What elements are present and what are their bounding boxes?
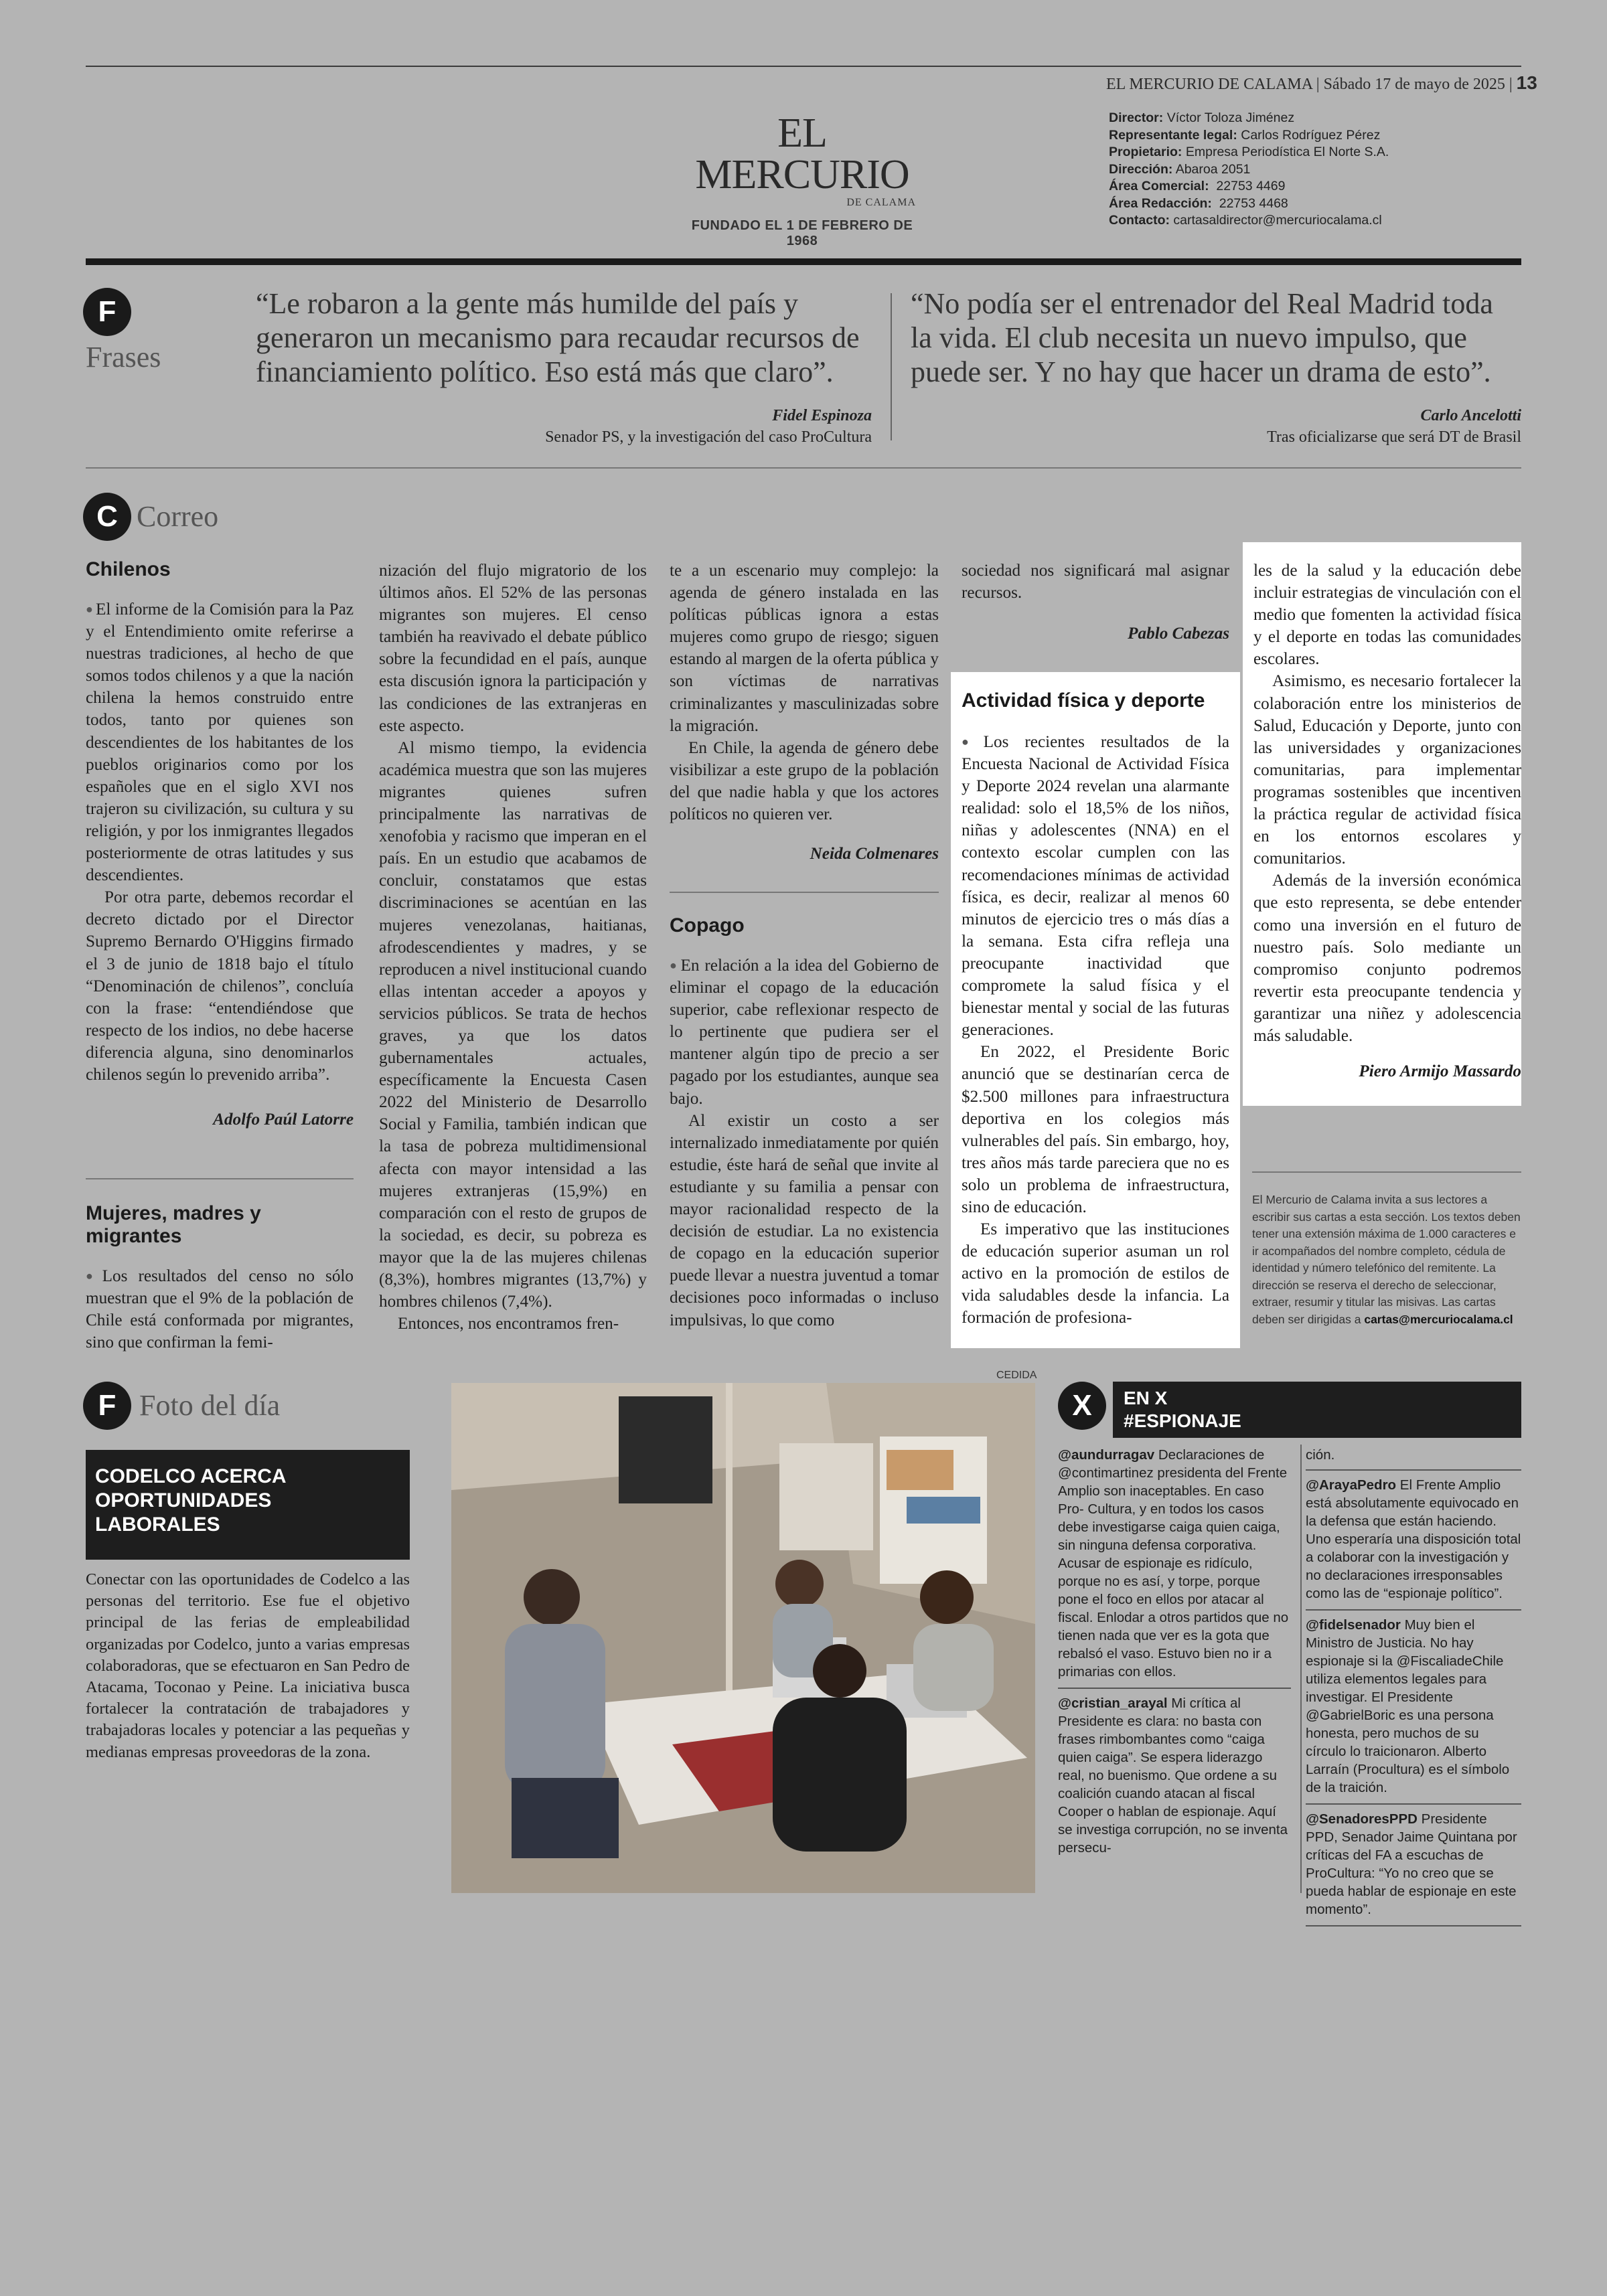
foto-icon: F	[83, 1382, 131, 1430]
page-number: 13	[1516, 72, 1537, 93]
notice-rule	[1252, 1171, 1521, 1173]
letter-paragraph: ● En relación a la idea del Gobierno de eliminar el copago de la educación superior, cabe reflexionar respecto de lo pertinente que pudiera ser el mantener algún tipo de precio a ser pagado por los estudiantes, aunque sea bajo.	[670, 955, 939, 1110]
letter-paragraph: Al mismo tiempo, la evidencia académica muestra que son las mujeres migrantes quienes sufren principalmente las narrativas de xenofobia y racismo que imperan en el país. En un estudio que acabamos de concluir, constatamos que estas discriminaciones se acentúan en las mujeres venezolanas, haitianas, afrodescendientes y madres, y se reproducen a nivel institucional cuando ellas intentan acceder a apoyos y servicios públicos. Se trata de hechos graves, ya que los datos gubernamentales actuales, específicamente la Encuesta Casen 2022 del Ministerio de Desarrollo Social y Familia, también indican que la tasa de pobreza multidimensional afecta con mayor intensidad a las mujeres extranjeras (15,9%) en comparación con el resto de grupos de la sociedad, es decir, su pobreza es mayor que la de las mujeres chilenas (8,3%), hombres migrantes (13,7%) y hombres chilenos (7,4%).	[379, 738, 647, 1311]
letter-paragraph: Entonces, nos encontramos fren-	[398, 1315, 619, 1333]
tweet-handle[interactable]: @aundurragav	[1058, 1447, 1155, 1463]
letter-paragraph: En 2022, el Presidente Boric anunció que se destinarían cerca de $2.500 millones para infraestructura deportiva en los colegios más vulnerables del país. Sin embargo, hoy, tres años más tarde pareciera que no es solo un problema de infraestructura, sino de educación.	[962, 1043, 1229, 1216]
letter-body	[670, 955, 939, 1331]
letter-chilenos	[86, 558, 354, 1131]
frases-label: Frases	[86, 341, 161, 374]
photo-credit: CEDIDA	[996, 1370, 1037, 1381]
tweet-text: El Frente Amplio está absolutamente equivocado en la defensa que están haciendo. Uno esperaría una disposición total a colaborar con la investigación y no declaraciones irresponsables como las de “espionaje político”.	[1306, 1477, 1521, 1601]
masthead-logo	[675, 112, 929, 249]
letter-paragraph: ● Los resultados del censo no sólo muestran que el 9% de la población de Chile está conformada por migrantes, sino que confirman la femi-	[86, 1265, 354, 1354]
tweets-col-2	[1306, 1446, 1521, 1926]
column-rule	[670, 892, 939, 893]
letter-migrantes-col3	[670, 560, 939, 865]
letter-signature: Pablo Cabezas	[1128, 625, 1229, 643]
tweet-rule	[1306, 1803, 1521, 1805]
letter-body	[86, 598, 354, 1131]
tweet-continuation: ción.	[1306, 1447, 1335, 1463]
foto-title: CODELCO ACERCA OPORTUNIDADES LABORALES	[95, 1465, 286, 1536]
tweet-rule	[1306, 1609, 1521, 1611]
letter-paragraph: Asimismo, es necesario fortalecer la colaboración entre los ministerios de Salud, Educación y Deporte, junto con las universidades y organizaciones comunitarias, para implementar programas sostenibles que incentiven la práctica regular de actividad física en los entornos escolares y comunitarios.	[1253, 672, 1521, 868]
dateline-text: EL MERCURIO DE CALAMA | Sábado 17 de mayo de 2025 |	[1106, 76, 1513, 93]
correo-label: Correo	[137, 500, 219, 533]
staff-line: Área Redacción: 22753 4468	[1109, 195, 1288, 211]
header-thick-rule	[86, 258, 1521, 265]
tweet-handle[interactable]: @fidelsenador	[1306, 1617, 1401, 1633]
frase-author-1: Fidel Espinoza	[772, 407, 872, 424]
enx-title-line1: EN X	[1124, 1388, 1168, 1408]
letter-paragraph: les de la salud y la educación debe incluir estrategias de vinculación con el medio que fomenten la actividad física y el deporte en todas las comunidades escolares.	[1253, 562, 1521, 669]
letter-title: Chilenos	[86, 558, 171, 580]
dateline	[1106, 72, 1537, 94]
enx-title-line2: #ESPIONAJE	[1124, 1410, 1241, 1431]
letter-actividad-col5	[1253, 560, 1521, 1082]
frase-quote-1: “Le robaron a la gente más humilde del país y generaron un mecanismo para recaudar recursos de financiamiento político. Eso está más que claro”.	[256, 287, 860, 388]
letter-paragraph: En Chile, la agenda de género debe visibilizar a este grupo de la población del que nadie habla y que los actores políticos no quieren ver.	[670, 738, 939, 824]
x-icon: X	[1058, 1382, 1106, 1430]
tweets-col-1	[1058, 1446, 1291, 1857]
notice-email: cartas@mercuriocalama.cl	[1364, 1312, 1513, 1326]
frase-desc-2: Tras oficializarse que será DT de Brasil	[1267, 428, 1521, 446]
letter-body	[86, 1265, 354, 1354]
foto-label: Foto del día	[139, 1389, 281, 1422]
letter-title: Copago	[670, 914, 745, 936]
column-rule	[86, 1178, 354, 1179]
tweet	[1306, 1476, 1521, 1603]
letter-paragraph: Además de la inversión económica que esto representa, se debe entender como una inversión en el futuro de nuestro país. Solo mediante un compromiso conjunto podremos revertir esta preocupante tendencia y garantizar una niñez y adolescencia más saludable.	[1253, 872, 1521, 1045]
logo-name: EL MERCURIO	[695, 110, 909, 197]
letter-migrantes-start	[86, 1202, 354, 1354]
letter-paragraph: nización del flujo migratorio de los últimos años. El 52% de las personas migrantes son mujeres. El censo también ha reavivado el debate público sobre la fecundidad en el país, aunque esta discusión ignora la participación y las condiciones de las extranjeras en este aspecto.	[379, 562, 647, 735]
staff-line: Propietario: Empresa Periodística El Norte S.A.	[1109, 145, 1389, 159]
foto-title-box	[86, 1450, 410, 1560]
letter-paragraph: Al existir un costo a ser internalizado inmediatamente por quién estudie, éste hará de señal que invite al estudiante y su familia a pensar con mayor racionalidad respecto de la decisión de estudiar. La no existencia de copago en la educación superior puede llevar a nuestra juventud a tomar decisiones poco informadas o incluso impulsivas, lo que como	[670, 1111, 939, 1329]
tweet	[1058, 1694, 1291, 1857]
frases-icon: F	[83, 288, 131, 336]
notice-text: El Mercurio de Calama invita a sus lectores a escribir sus cartas a esta sección. Los textos deben tener una extensión máxima de 1.000 caracteres e ir acompañados del nombre completo, cédula de identidad y número telefónico del remitente. La dirección se reserva el derecho de seleccionar, extraer, resumir y titular las misivas. Las cartas deben ser dirigidas a	[1252, 1193, 1521, 1326]
tweet-text: Mi crítica al Presidente es clara: no basta con frases rimbombantes como “caiga quien caiga”. Se espera liderazgo real, no buenismo. Que ordene a su coalición cuando atacan al fiscal Cooper o hablan de espionaje. Aquí se investiga corrupción, no se inventa persecu-	[1058, 1696, 1288, 1856]
founded-text: FUNDADO EL 1 DE FEBRERO DE 1968	[691, 218, 913, 248]
tweet-rule	[1306, 1469, 1521, 1471]
foto-caption: Conectar con las oportunidades de Codelco a las personas del territorio. Ese fue el objetivo principal de las ferias de empleabilidad organizadas por Codelco, junto a varias empresas colaboradoras, que se efectuaron en San Pedro de Atacama, Toconao y Peine. La iniciativa busca fortalecer la contratación de trabajadores y trabajadoras locales y potenciar a las pequeñas y medianas empresas proveedoras de la zona.	[86, 1570, 410, 1761]
tweet-text: Declaraciones de @contimartinez presidenta del Frente Amplio son inaceptables. En caso Pro- Cultura, y en todos los casos debe investigarse caiga quien caiga, sin ninguna defensa corporativa. Acusar de espionaje es ridículo, porque no es así, y torpe, porque pone el foco en ellos por atacar al fiscal. Enlodar a otros partidos que no tienen nada que ver es la gota que rebalsó el vaso. Estuvo bien no ir a primarias con ellos.	[1058, 1447, 1289, 1679]
letter-signature: Piero Armijo Massardo	[1359, 1062, 1521, 1081]
staff-line: Representante legal: Carlos Rodríguez Pérez	[1109, 127, 1381, 143]
tweets-divider	[1300, 1445, 1302, 1893]
photo-codelco-fair	[451, 1383, 1035, 1893]
letter-title: Actividad física y deporte	[962, 689, 1205, 712]
enx-title-box	[1113, 1382, 1521, 1438]
letter-actividad	[962, 689, 1229, 1329]
tweet-text: Muy bien el Ministro de Justicia. No hay espionaje si la @FiscaliadeChile utiliza elementos legales para investigar. El Presidente @GabrielBoric es una persona honesta, pero muchos de su círculo lo traicionaron. Alberto Larraín (Procultura) es el símbolo de la traición.	[1306, 1617, 1510, 1795]
letter-copago-end	[962, 560, 1229, 645]
logo-sub: DE CALAMA	[846, 197, 916, 208]
tweet	[1058, 1446, 1291, 1681]
letter-title: Mujeres, madres y migrantes	[86, 1202, 261, 1247]
staff-box	[1109, 110, 1511, 230]
letter-copago	[670, 914, 939, 1331]
letter-paragraph: Es imperativo que las instituciones de educación superior asuman un rol activo en la promoción de estilos de vida saludables desde la infancia. La formación de profesiona-	[962, 1220, 1229, 1327]
photo-illustration	[451, 1383, 1035, 1893]
staff-line: Área Comercial: 22753 4469	[1109, 179, 1286, 193]
frase-desc-1: Senador PS, y la investigación del caso ProCultura	[545, 428, 872, 446]
tweet-handle[interactable]: @ArayaPedro	[1306, 1477, 1397, 1493]
letter-paragraph: Por otra parte, debemos recordar el decreto dictado por el Director Supremo Bernardo O'Higgins firmado el 3 de junio de 1818 bajo el título “Denominación de chilenos”, concluía con la frase: “entendiéndose que respecto de los indios, no debe hacerse diferencia alguna, sino denominarlos chilenos según lo prevenido arriba”.	[86, 888, 354, 1084]
tweet-handle[interactable]: @cristian_arayal	[1058, 1696, 1168, 1711]
staff-line: Dirección: Abaroa 2051	[1109, 161, 1251, 177]
letter-signature: Neida Colmenares	[810, 845, 939, 864]
frase-quote-2: “No podía ser el entrenador del Real Madrid toda la vida. El club necesita un nuevo impulso, que puede ser. Y no hay que hacer un drama de esto”.	[911, 287, 1493, 388]
tweet-handle[interactable]: @SenadoresPPD	[1306, 1811, 1418, 1827]
staff-line: Director: Víctor Toloza Jiménez	[1109, 110, 1295, 125]
tweet-text: Presidente PPD, Senador Jaime Quintana por críticas del FA a escuchas de ProCultura: “Yo no creo que se pueda hablar de espionaje en este momento”.	[1306, 1811, 1517, 1917]
frases-bottom-rule	[86, 467, 1521, 469]
letter-migrantes-col2	[379, 560, 647, 1335]
tweet	[1306, 1810, 1521, 1918]
top-rule	[86, 66, 1521, 67]
letters-notice	[1252, 1192, 1521, 1328]
letter-body	[962, 731, 1229, 1329]
tweet-rule	[1306, 1925, 1521, 1926]
frase-author-2: Carlo Ancelotti	[1420, 407, 1521, 424]
letter-paragraph: te a un escenario muy complejo: la agenda de género instalada en las políticas públicas ignora a estas mujeres como grupo de riesgo; siguen estando al margen de la oferta pública y son víctimas de narrativas criminalizantes y masculinizadas sobre la migración.	[670, 562, 939, 735]
letter-signature: Adolfo Paúl Latorre	[213, 1111, 354, 1129]
tweet-rule	[1058, 1688, 1291, 1689]
frases-divider	[891, 293, 892, 440]
tweet	[1306, 1616, 1521, 1797]
letter-paragraph: ● El informe de la Comisión para la Paz y el Entendimiento omite referirse a nuestras tradiciones, al hecho de que somos todos chilenos y a que la nación chilena la hemos construido entre todos, tanto por quienes son descendientes de los habitantes de los pueblos originarios como por los españoles que en el siglo XVI nos trajeron su civilización, su cultura y su religión, y por los inmigrantes llegados posteriormente de otras latitudes y sus descendientes.	[86, 598, 354, 886]
correo-icon: C	[83, 493, 131, 541]
staff-line: Contacto: cartasaldirector@mercuriocalama.cl	[1109, 213, 1382, 228]
letter-paragraph: sociedad nos significará mal asignar recursos.	[962, 562, 1229, 602]
letter-paragraph: ● Los recientes resultados de la Encuesta Nacional de Actividad Física y Deporte 2024 revelan una alarmante realidad: solo el 18,5% de los niños, niñas y adolescentes (NNA) en el contexto escolar cumplen con las recomendaciones mínimas de actividad física, es decir, realizar al menos 60 minutos de ejercicio tres o más días a la semana. Esta cifra refleja una preocupante inactividad que compromete la salud física y el bienestar mental y social de las futuras generaciones.	[962, 731, 1229, 1041]
